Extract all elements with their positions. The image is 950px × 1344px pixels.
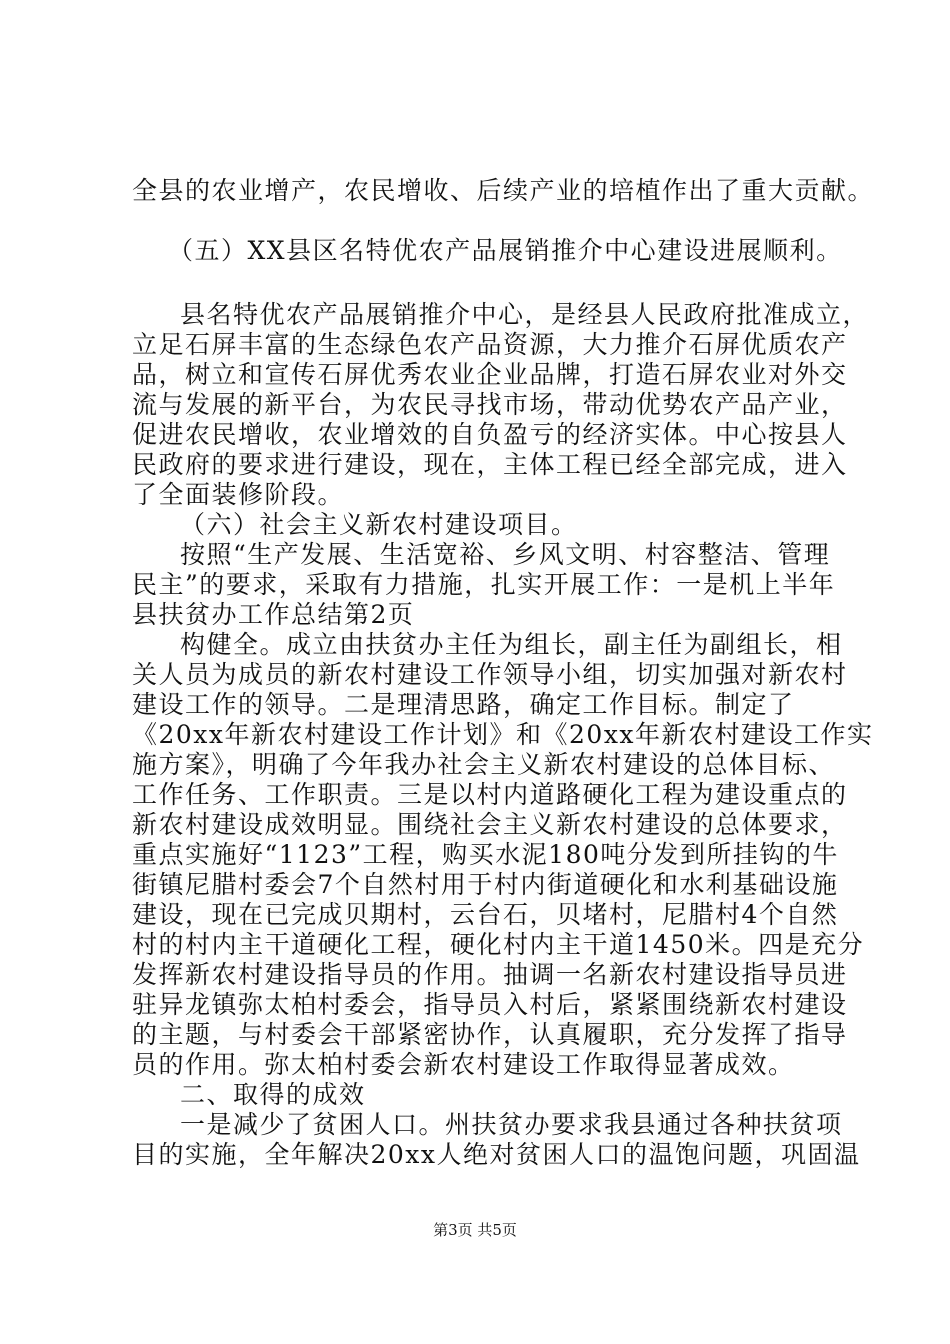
text-line: 建设，现在已完成贝期村，云台石，贝堵村，尼腊村4个自然 <box>132 900 839 929</box>
text-line: 县扶贫办工作总结第2页 <box>132 600 415 629</box>
text-line: 构健全。成立由扶贫办主任为组长，副主任为副组长，相 <box>180 630 843 659</box>
section-heading: （五）XX县区名特优农产品展销推介中心建设进展顺利。 <box>168 236 843 265</box>
text-line: 民主”的要求，采取有力措施，扎实开展工作：一是机上半年 <box>132 570 836 599</box>
text-line: 驻异龙镇弥太柏村委会，指导员入村后，紧紧围绕新农村建设 <box>132 990 848 1019</box>
text-line: 全县的农业增产，农民增收、后续产业的培植作出了重大贡献。 <box>132 176 875 205</box>
text-line: 街镇尼腊村委会7个自然村用于村内街道硬化和水利基础设施 <box>132 870 839 899</box>
page-footer: 第3页 共5页 <box>433 1221 517 1239</box>
section-heading: （六）社会主义新农村建设项目。 <box>180 510 578 539</box>
text-line: 促进农民增收，农业增效的自负盈亏的经济实体。中心按县人 <box>132 420 848 449</box>
text-line: 《20xx年新农村建设工作计划》和《20xx年新农村建设工作实 <box>132 720 874 749</box>
text-line: 目的实施，全年解决20xx人绝对贫困人口的温饱问题，巩固温 <box>132 1140 861 1169</box>
text-line: 工作任务、工作职责。三是以村内道路硬化工程为建设重点的 <box>132 780 848 809</box>
text-line: 发挥新农村建设指导员的作用。抽调一名新农村建设指导员进 <box>132 960 848 989</box>
text-line: 按照“生产发展、生活宽裕、乡风文明、村容整洁、管理 <box>180 540 831 569</box>
text-line: 新农村建设成效明显。围绕社会主义新农村建设的总体要求， <box>132 810 848 839</box>
text-line: 品，树立和宣传石屏优秀农业企业品牌，打造石屏农业对外交 <box>132 360 848 389</box>
text-line: 立足石屏丰富的生态绿色农产品资源，大力推介石屏优质农产 <box>132 330 848 359</box>
text-line: 村的村内主干道硬化工程，硬化村内主干道1450米。四是充分 <box>132 930 865 959</box>
text-line: 民政府的要求进行建设，现在，主体工程已经全部完成，进入 <box>132 450 848 479</box>
text-line: 的主题，与村委会干部紧密协作，认真履职，充分发挥了指导 <box>132 1020 848 1049</box>
section-heading: 二、取得的成效 <box>180 1080 366 1109</box>
text-line: 了全面装修阶段。 <box>132 480 345 509</box>
text-line: 一是减少了贫困人口。州扶贫办要求我县通过各种扶贫项 <box>180 1110 843 1139</box>
text-line: 重点实施好“1123”工程，购买水泥180吨分发到所挂钩的牛 <box>132 840 839 869</box>
text-line: 员的作用。弥太柏村委会新农村建设工作取得显著成效。 <box>132 1050 795 1079</box>
text-line: 关人员为成员的新农村建设工作领导小组，切实加强对新农村 <box>132 660 848 689</box>
text-line: 流与发展的新平台，为农民寻找市场，带动优势农产品产业， <box>132 390 848 419</box>
text-line: 施方案》，明确了今年我办社会主义新农村建设的总体目标、 <box>132 750 836 779</box>
text-line: 建设工作的领导。二是理清思路，确定工作目标。制定了 <box>132 690 795 719</box>
text-line: 县名特优农产品展销推介中心，是经县人民政府批准成立， <box>180 300 870 329</box>
